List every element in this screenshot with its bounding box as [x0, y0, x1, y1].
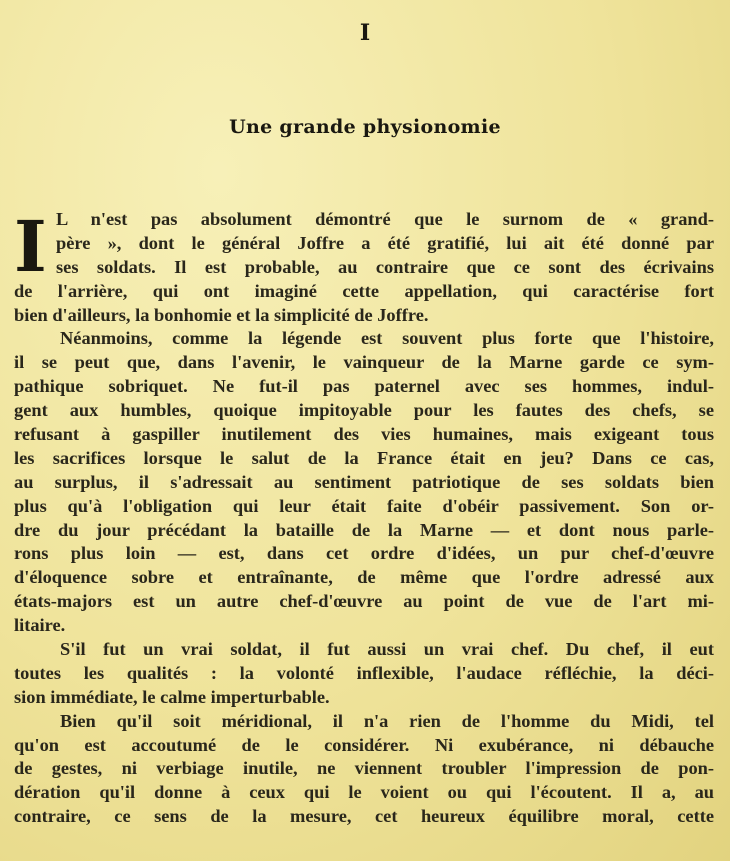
text-line: Bien qu'il soit méridional, il n'a rien de l'homme du Midi, tel — [60, 710, 714, 731]
page-number: I — [359, 20, 371, 46]
text-line: les sacrifices lorsque le salut de la France était en jeu? Dans ce cas, — [14, 447, 714, 468]
text-line: de l'arrière, qui ont imaginé cette appellation, qui caractérise fort — [14, 280, 714, 301]
text-line: L n'est pas absolument démontré que le surnom de « grand- — [56, 209, 714, 229]
text-line: de gestes, ni verbiage inutile, ne viennent troubler l'impression de pon- — [14, 758, 714, 779]
paragraph-1 — [14, 205, 714, 327]
text-line: états-majors est un autre chef-d'œuvre au point de vue de l'art mi- — [14, 591, 714, 612]
paragraph-3 — [14, 638, 714, 710]
text-body — [14, 205, 714, 829]
text-line: père », dont le général Joffre a été gratifié, lui ait été donné par — [56, 232, 714, 253]
paragraph-4 — [14, 710, 714, 829]
chapter-title: Une grande physionomie — [229, 116, 501, 138]
text-line: toutes les qualités : la volonté inflexible, l'audace réfléchie, la déci- — [14, 662, 714, 683]
text-line: ses soldats. Il est probable, au contraire que ce sont des écrivains — [56, 256, 714, 277]
text-line: qu'on est accoutumé de le considérer. Ni exubérance, ni débauche — [14, 734, 714, 755]
text-line: il se peut que, dans l'avenir, le vainqueur de la Marne garde ce sym- — [14, 352, 714, 373]
text-line: gent aux humbles, quoique impitoyable pour les fautes des chefs, se — [14, 400, 714, 421]
text-line: bien d'ailleurs, la bonhomie et la simplicité de Joffre. — [14, 304, 429, 325]
text-line: dre du jour précédant la bataille de la Marne — et dont nous parle- — [14, 519, 714, 540]
text-line: litaire. — [14, 615, 66, 636]
text-line: pathique sobriquet. Ne fut-il pas paternel avec ses hommes, indul- — [14, 376, 714, 397]
text-line: d'éloquence sobre et entraînante, de même que l'ordre adressé aux — [14, 567, 714, 588]
drop-cap: I — [14, 205, 47, 288]
text-line: rons plus loin — est, dans cet ordre d'idées, un pur chef-d'œuvre — [14, 543, 714, 564]
text-line: refusant à gaspiller inutilement des vies humaines, mais exigeant tous — [14, 424, 714, 445]
paragraph-2 — [14, 327, 714, 638]
text-line: plus qu'à l'obligation qui leur était faite d'obéir passivement. Son or- — [14, 495, 714, 516]
text-line: Néanmoins, comme la légende est souvent plus forte que l'histoire, — [60, 328, 714, 349]
text-line: contraire, ce sens de la mesure, cet heureux équilibre moral, cette — [14, 806, 714, 827]
text-line: au surplus, il s'adressait au sentiment patriotique de ses soldats bien — [14, 471, 714, 492]
text-line: sion immédiate, le calme imperturbable. — [14, 686, 330, 707]
text-line: S'il fut un vrai soldat, il fut aussi un vrai chef. Du chef, il eut — [60, 639, 714, 660]
text-line: dération qu'il donne à ceux qui le voient ou qui l'écoutent. Il a, au — [14, 782, 714, 803]
